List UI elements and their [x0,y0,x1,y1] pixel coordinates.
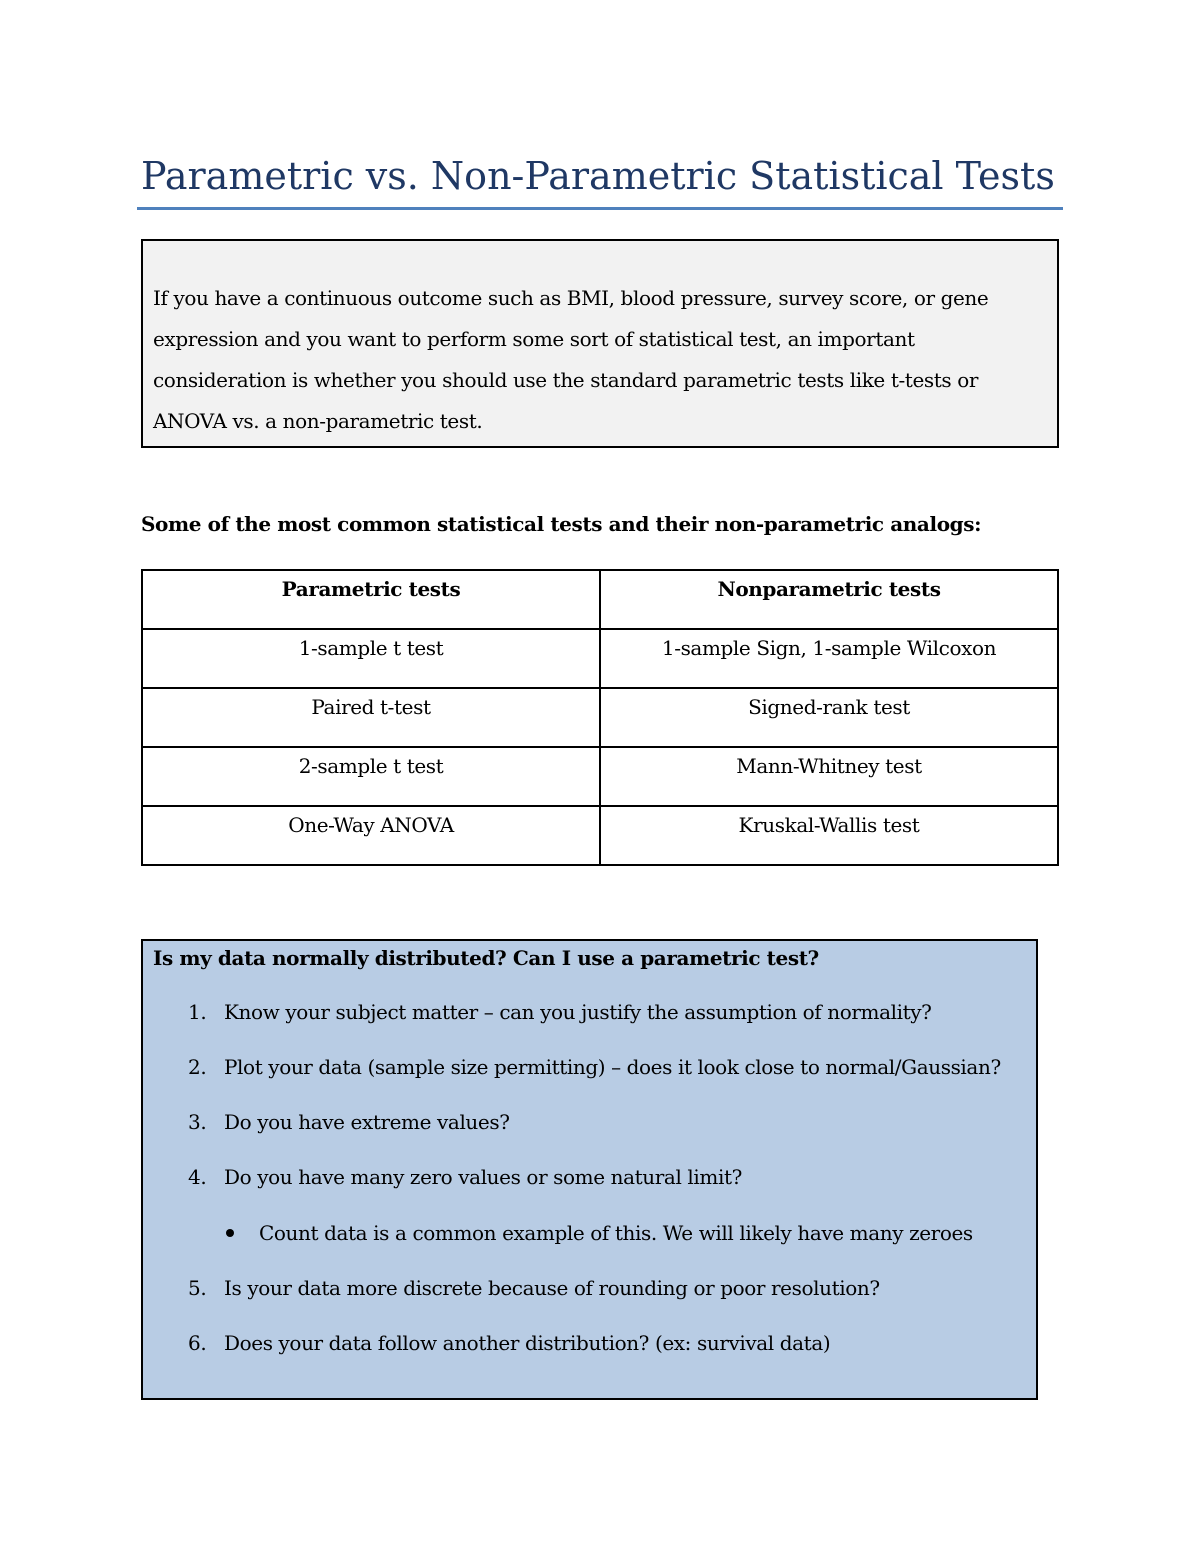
list-number: 4. [188,1165,207,1189]
table-header-row [142,570,1058,629]
table-cell: Paired t-test [142,688,600,747]
table-cell: Mann-Whitney test [600,747,1058,806]
list-number: 5. [188,1276,207,1300]
list-text: Does your data follow another distribution? (ex: survival data) [224,1331,831,1355]
table-header-nonparametric: Nonparametric tests [600,570,1058,629]
table-row [142,688,1058,747]
table-row [142,747,1058,806]
table-cell: Kruskal-Wallis test [600,806,1058,865]
tests-table [141,569,1059,866]
list-text: Is your data more discrete because of rounding or poor resolution? [224,1276,880,1300]
list-number: 6. [188,1331,207,1355]
list-number: 1. [188,1000,207,1024]
list-text: Know your subject matter – can you justify the assumption of normality? [224,1000,932,1024]
bullet-icon [226,1229,234,1237]
sub-bullet-text: Count data is a common example of this. We will likely have many zeroes [259,1221,973,1245]
page-title: Parametric vs. Non-Parametric Statistical Tests [141,154,1055,198]
intro-line: consideration is whether you should use the standard parametric tests like t-tests or [153,368,979,392]
list-text: Do you have many zero values or some natural limit? [224,1165,742,1189]
title-underline [137,207,1063,210]
intro-text [153,278,1048,442]
intro-line: expression and you want to perform some sort of statistical test, an important [153,327,915,351]
normality-box [141,939,1038,1400]
table-row [142,806,1058,865]
normality-heading: Is my data normally distributed? Can I use a parametric test? [153,946,819,970]
table-cell: 1-sample Sign, 1-sample Wilcoxon [600,629,1058,688]
table-cell: One-Way ANOVA [142,806,600,865]
table-row [142,629,1058,688]
table-cell: 2-sample t test [142,747,600,806]
intro-line: If you have a continuous outcome such as BMI, blood pressure, survey score, or gene [153,286,989,310]
list-text: Do you have extreme values? [224,1110,510,1134]
list-number: 2. [188,1055,207,1079]
table-header-parametric: Parametric tests [142,570,600,629]
table-cell: Signed-rank test [600,688,1058,747]
list-number: 3. [188,1110,207,1134]
list-text: Plot your data (sample size permitting) – does it look close to normal/Gaussian? [224,1055,1001,1079]
intro-line: ANOVA vs. a non-parametric test. [153,409,483,433]
section-heading: Some of the most common statistical tests and their non-parametric analogs: [141,512,982,536]
intro-box [141,239,1059,448]
table-cell: 1-sample t test [142,629,600,688]
